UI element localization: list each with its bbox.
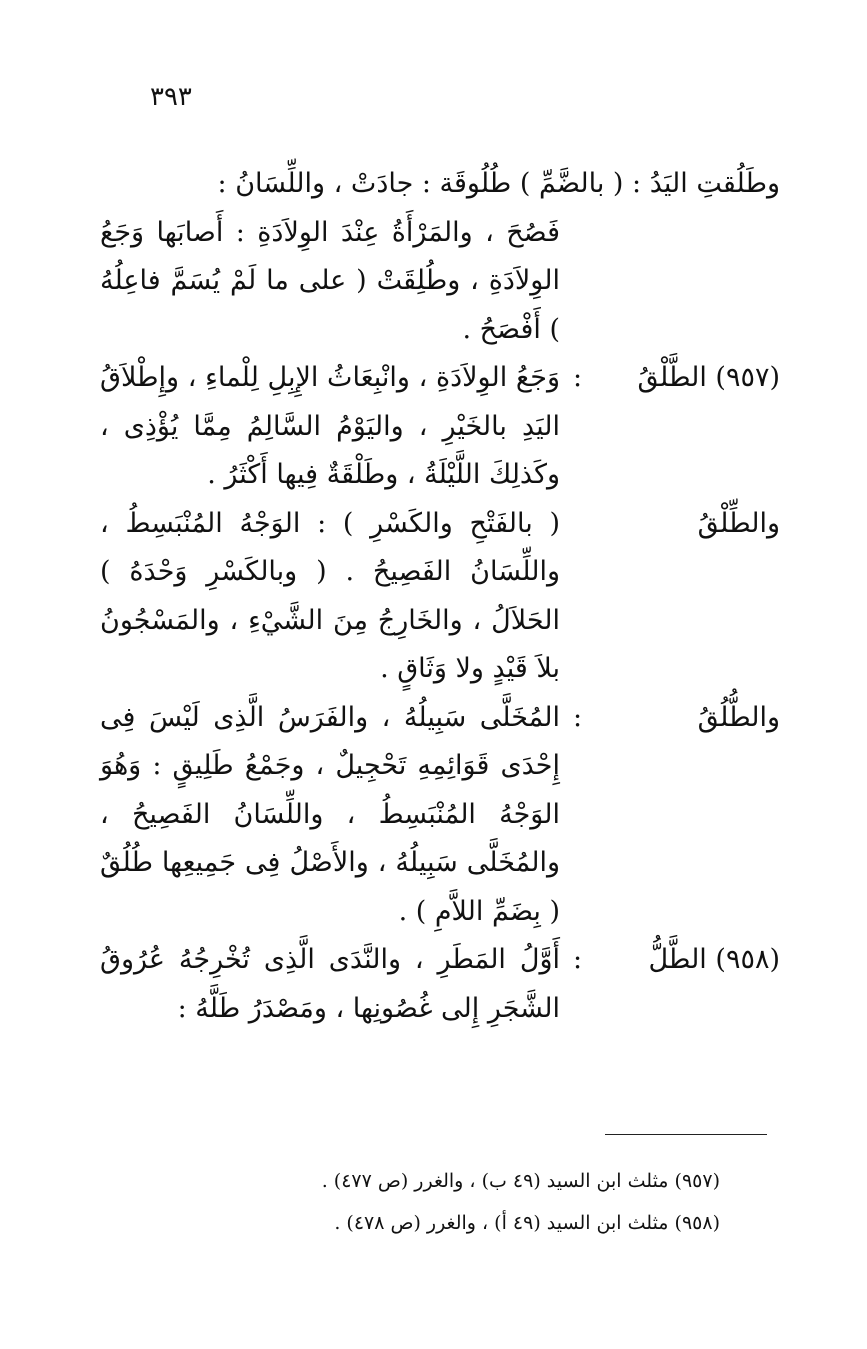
entry-colon: : (572, 944, 583, 975)
footnote-separator-rule (605, 1134, 767, 1135)
entry-colon: : (572, 362, 583, 393)
entry-continuation (100, 160, 780, 354)
entry-958-tall (100, 936, 780, 1033)
entry-continuation-first-line: وطَلُقتِ اليَدُ : ( بالضَّمِّ ) طُلُوقَة : جادَتْ ، واللِّسَانُ : (217, 168, 780, 199)
footnotes (150, 1160, 720, 1244)
entry-colon: : (572, 701, 583, 733)
entry-957-talq (100, 354, 780, 500)
footnote-957: (٩٥٧) مثلث ابن السيد (٤٩ ب) ، والغرر (ص ٤٧٧) . (321, 1170, 720, 1192)
entry-definition: وَجَعُ الوِلاَدَةِ ، وانْبِعَاثُ الإِبِلِ لِلْماءِ ، وإِطْلاَقُ اليَدِ بالخَيْرِ ، واليَوْمُ السَّالِمُ مِمَّا يُؤْذِى ، وكَذلِكَ اللَّيْلَةُ ، وطَلْقَةٌ فِيها أَكْثَرُ . (100, 362, 560, 490)
entry-definition: ( بالفَتْحِ والكَسْرِ ) : الوَجْهُ المُنْبَسِطُ ، واللِّسَانُ الفَصِيحُ . ( وبالكَسْرِ وَحْدَهُ ) الحَلاَلُ ، والخَارِجُ مِنَ الشَّيْءِ ، والمَسْجُونُ بلاَ قَيْدٍ ولا وَثَاقٍ . (100, 507, 560, 684)
entry-headword: (٩٥٨) الطَّلُّ (648, 944, 780, 975)
footnote-958: (٩٥٨) مثلث ابن السيد (٤٩ أ) ، والغرر (ص ٤٧٨) . (334, 1212, 720, 1234)
entry-headword: والطُّلُقُ (697, 701, 780, 733)
entry-headword: والطِّلْقُ (697, 507, 780, 539)
entry-continuation-text: فَصُحَ ، والمَرْأَةُ عِنْدَ الوِلاَدَةِ : أَصابَها وَجَعُ الوِلاَدَةِ ، وطُلِقَتْ ( على ما لَمْ يُسَمَّ فاعِلُهُ ) أَفْصَحُ . (100, 216, 560, 345)
dictionary-entries (100, 160, 780, 1033)
entry-definition: أَوَّلُ المَطَرِ ، والنَّدَى الَّذِى تُخْرِجُهُ عُرُوقُ الشَّجَرِ إِلى غُصُونِها ، ومَصْدَرُ طَلَّهُ : (100, 944, 560, 1024)
entry-definition: المُخَلَّى سَبِيلُهُ ، والفَرَسُ الَّذِى لَيْسَ فِى إِحْدَى قَوَائِمِهِ تَحْجِيلٌ ، وجَمْعُ طَلِيقٍ : وَهُوَ الوَجْهُ المُنْبَسِطُ ، واللِّسَانُ الفَصِيحُ ، والمُخَلَّى سَبِيلُهُ ، والأَصْلُ فِى جَمِيعِها طُلُقٌ ( بِضَمِّ اللاَّمِ ) . (100, 701, 560, 927)
entry-headword: (٩٥٧) الطَّلْقُ (637, 362, 780, 393)
page-number: ٣٩٣ (150, 82, 192, 112)
entry-wattuluq (100, 694, 780, 937)
entry-wattalq (100, 500, 780, 694)
